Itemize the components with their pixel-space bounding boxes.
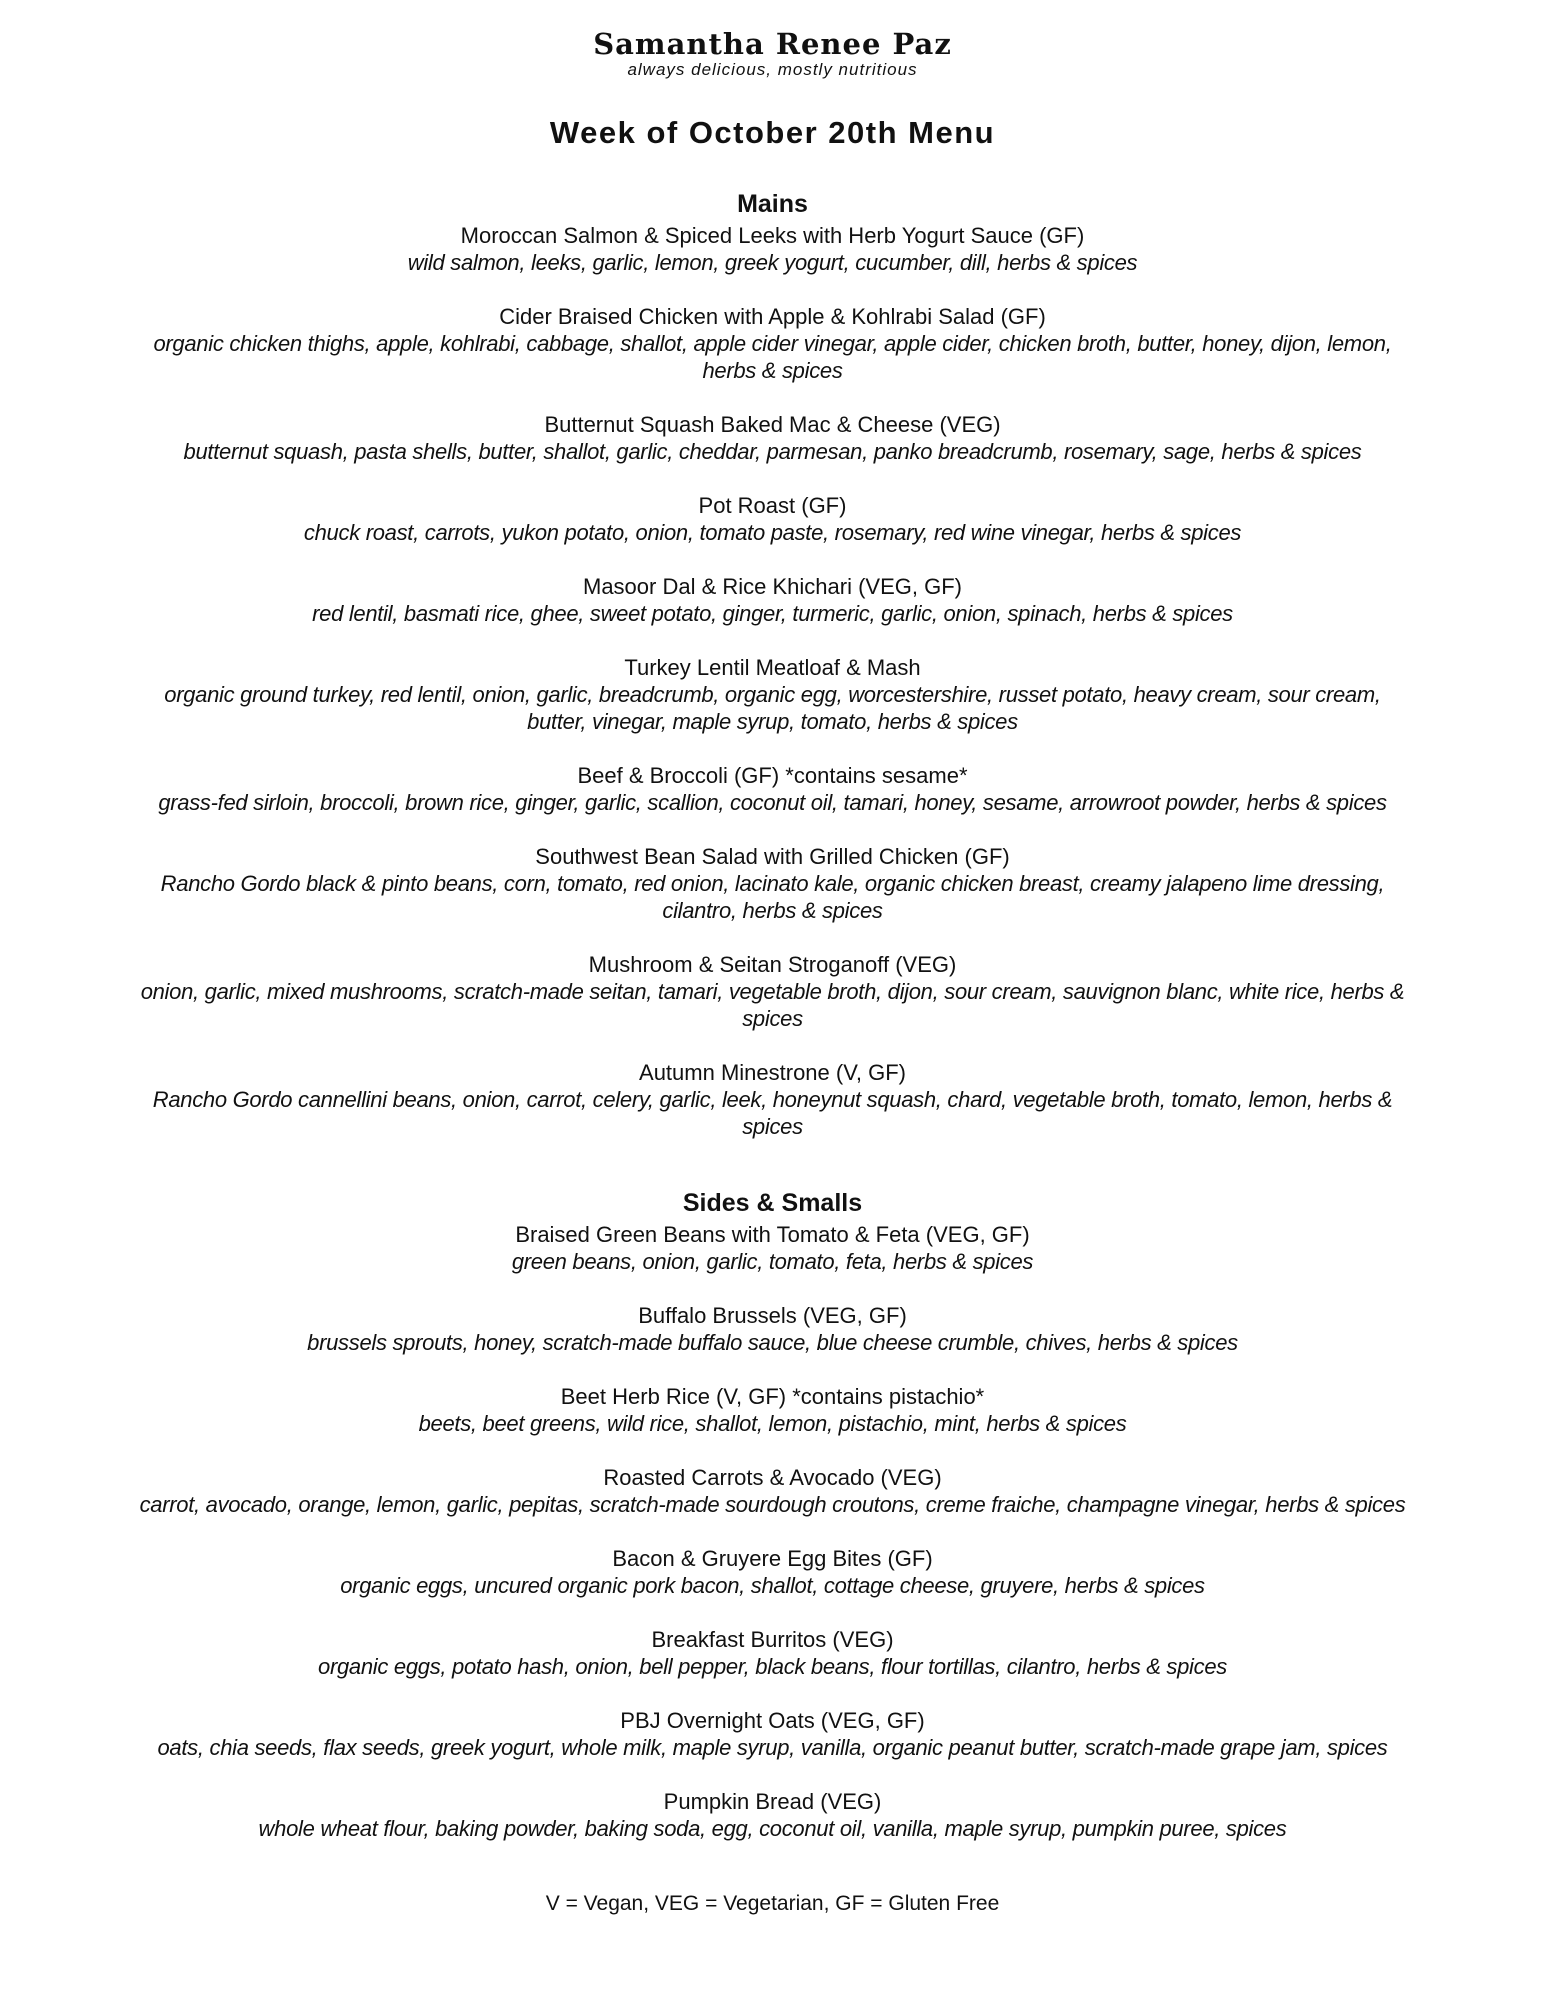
menu-item bbox=[0, 762, 1545, 816]
menu-item-title: Cider Braised Chicken with Apple & Kohlrabi Salad (GF) bbox=[499, 304, 1046, 329]
menu-item-ingredients: beets, beet greens, wild rice, shallot, lemon, pistachio, mint, herbs & spices bbox=[418, 1411, 1127, 1436]
menu-item-title: Pot Roast (GF) bbox=[698, 493, 847, 518]
menu-item-ingredients: cilantro, herbs & spices bbox=[662, 898, 883, 923]
menu-item-ingredients: organic chicken thighs, apple, kohlrabi, cabbage, shallot, apple cider vinegar, apple cider, chicken broth, butter, honey, dijon, lemon, bbox=[153, 331, 1392, 356]
menu-item-ingredients: organic eggs, uncured organic pork bacon, shallot, cottage cheese, gruyere, herbs & spices bbox=[340, 1573, 1205, 1598]
menu-item-ingredients: chuck roast, carrots, yukon potato, onion, tomato paste, rosemary, red wine vinegar, herbs & spices bbox=[303, 520, 1242, 545]
menu-item-ingredients: whole wheat flour, baking powder, baking soda, egg, coconut oil, vanilla, maple syrup, pumpkin puree, spices bbox=[258, 1816, 1287, 1841]
menu-item-ingredients: wild salmon, leeks, garlic, lemon, greek yogurt, cucumber, dill, herbs & spices bbox=[407, 250, 1138, 275]
menu-item bbox=[0, 1626, 1545, 1680]
dietary-legend: V = Vegan, VEG = Vegetarian, GF = Gluten Free bbox=[545, 1892, 1000, 1915]
section-title: Sides & Smalls bbox=[682, 1189, 863, 1217]
menu-item-title: Roasted Carrots & Avocado (VEG) bbox=[603, 1465, 942, 1490]
menu-item bbox=[0, 1383, 1545, 1437]
menu-item-title: Butternut Squash Baked Mac & Cheese (VEG) bbox=[544, 412, 1001, 437]
menu-item-title: Beet Herb Rice (V, GF) *contains pistachio* bbox=[560, 1384, 985, 1409]
menu-item bbox=[0, 222, 1545, 276]
menu-item-title: Bacon & Gruyere Egg Bites (GF) bbox=[612, 1546, 933, 1571]
menu-item-title: Beef & Broccoli (GF) *contains sesame* bbox=[577, 763, 968, 788]
menu-item bbox=[0, 411, 1545, 465]
menu-item-ingredients: Rancho Gordo black & pinto beans, corn, tomato, red onion, lacinato kale, organic chicken breast, creamy jalapeno lime dressing, bbox=[160, 871, 1385, 896]
menu-item bbox=[0, 654, 1545, 735]
menu-item bbox=[0, 951, 1545, 1032]
menu-items bbox=[0, 222, 1545, 1140]
menu-item-ingredients: butternut squash, pasta shells, butter, shallot, garlic, cheddar, parmesan, panko breadcrumb, rosemary, sage, herbs & spices bbox=[183, 439, 1362, 464]
menu-item-title: Breakfast Burritos (VEG) bbox=[651, 1627, 894, 1652]
page-title: Week of October 20th Menu bbox=[549, 115, 996, 150]
menu-item-title: Braised Green Beans with Tomato & Feta (VEG, GF) bbox=[515, 1222, 1030, 1247]
menu-item-title: Southwest Bean Salad with Grilled Chicken (GF) bbox=[535, 844, 1010, 869]
menu-item bbox=[0, 303, 1545, 384]
menu-item-ingredients: grass-fed sirloin, broccoli, brown rice, ginger, garlic, scallion, coconut oil, tamari, honey, sesame, arrowroot powder, herbs & spices bbox=[158, 790, 1387, 815]
menu-item bbox=[0, 1788, 1545, 1842]
menu-item-title: Masoor Dal & Rice Khichari (VEG, GF) bbox=[583, 574, 962, 599]
menu-item bbox=[0, 1464, 1545, 1518]
menu-item-ingredients: red lentil, basmati rice, ghee, sweet potato, ginger, turmeric, garlic, onion, spinach, herbs & spices bbox=[312, 601, 1233, 626]
menu-item-ingredients: organic ground turkey, red lentil, onion, garlic, breadcrumb, organic egg, worcestershire, russet potato, heavy cream, sour cream, bbox=[164, 682, 1381, 707]
section-title: Mains bbox=[737, 190, 808, 218]
menu-item-ingredients: green beans, onion, garlic, tomato, feta, herbs & spices bbox=[511, 1249, 1034, 1274]
menu-item-title: Pumpkin Bread (VEG) bbox=[663, 1789, 882, 1814]
brand-name: Samantha Renee Paz bbox=[593, 27, 952, 61]
tagline: always delicious, mostly nutritious bbox=[627, 60, 918, 79]
menu-item bbox=[0, 1059, 1545, 1140]
menu-item bbox=[0, 1545, 1545, 1599]
menu-item bbox=[0, 1302, 1545, 1356]
menu-item-ingredients: Rancho Gordo cannellini beans, onion, carrot, celery, garlic, leek, honeynut squash, chard, vegetable broth, tomato, lemon, herbs & bbox=[152, 1087, 1393, 1112]
menu-item-ingredients: organic eggs, potato hash, onion, bell pepper, black beans, flour tortillas, cilantro, herbs & spices bbox=[318, 1654, 1227, 1679]
menu-item-title: Mushroom & Seitan Stroganoff (VEG) bbox=[588, 952, 957, 977]
menu-item-ingredients: carrot, avocado, orange, lemon, garlic, pepitas, scratch-made sourdough croutons, creme fraiche, champagne vinegar, herbs & spices bbox=[139, 1492, 1406, 1517]
menu-item-ingredients: brussels sprouts, honey, scratch-made buffalo sauce, blue cheese crumble, chives, herbs & spices bbox=[307, 1330, 1238, 1355]
menu-item-ingredients: oats, chia seeds, flax seeds, greek yogurt, whole milk, maple syrup, vanilla, organic peanut butter, scratch-made grape jam, spices bbox=[157, 1735, 1388, 1760]
menu-item-title: Autumn Minestrone (V, GF) bbox=[639, 1060, 906, 1085]
menu-item-ingredients: onion, garlic, mixed mushrooms, scratch-made seitan, tamari, vegetable broth, dijon, sour cream, sauvignon blanc, white rice, herbs & bbox=[140, 979, 1405, 1004]
menu-item bbox=[0, 1221, 1545, 1275]
section-sides bbox=[0, 1188, 1545, 1842]
menu-item-title: PBJ Overnight Oats (VEG, GF) bbox=[620, 1708, 925, 1733]
section-mains bbox=[0, 189, 1545, 1140]
menu-item-ingredients: herbs & spices bbox=[702, 358, 843, 383]
menu-item-title: Buffalo Brussels (VEG, GF) bbox=[638, 1303, 907, 1328]
menu-item bbox=[0, 843, 1545, 924]
menu-item-title: Turkey Lentil Meatloaf & Mash bbox=[624, 655, 921, 680]
menu-item bbox=[0, 573, 1545, 627]
menu-item bbox=[0, 1707, 1545, 1761]
menu-items bbox=[0, 1221, 1545, 1842]
menu-item bbox=[0, 492, 1545, 546]
menu-item-ingredients: spices bbox=[742, 1114, 803, 1139]
menu-item-title: Moroccan Salmon & Spiced Leeks with Herb Yogurt Sauce (GF) bbox=[460, 223, 1085, 248]
menu-item-ingredients: spices bbox=[742, 1006, 803, 1031]
menu-item-ingredients: butter, vinegar, maple syrup, tomato, herbs & spices bbox=[527, 709, 1018, 734]
